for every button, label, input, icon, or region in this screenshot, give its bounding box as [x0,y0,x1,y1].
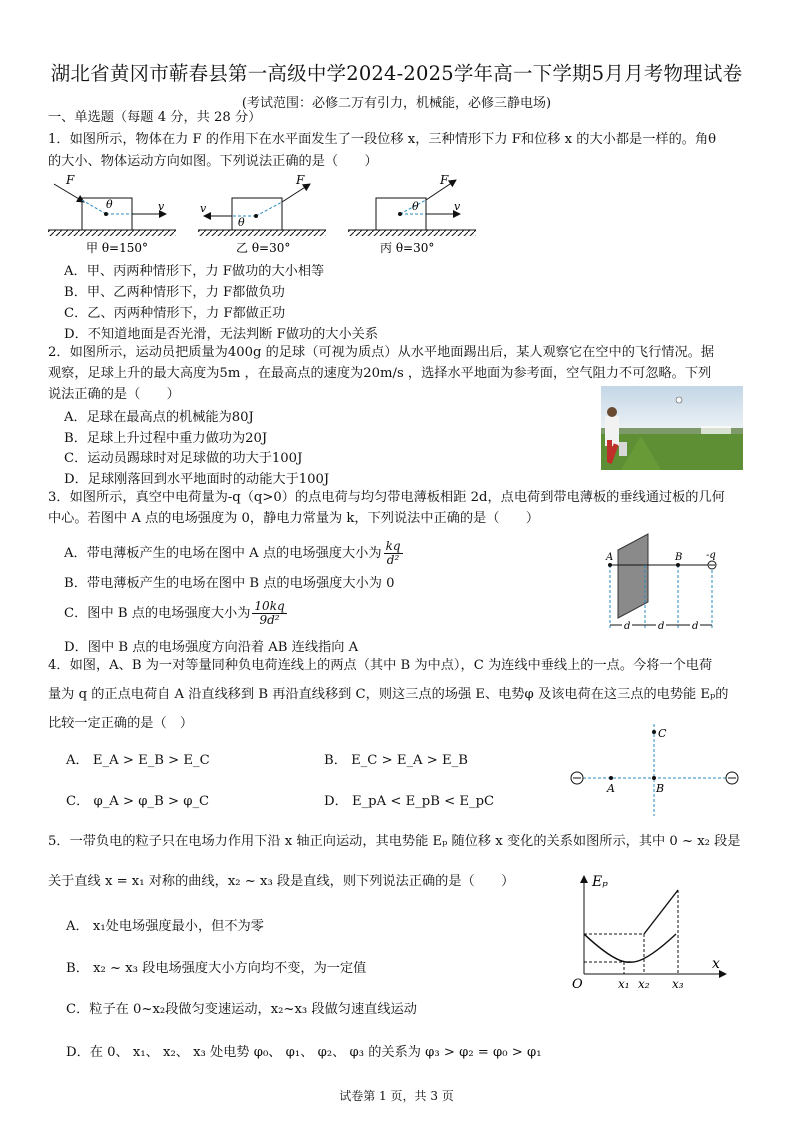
q5-stem-line2: 关于直线 x = x₁ 对称的曲线，x₂ ~ x₃ 段是直线，则下列说法正确的是（ ） [48,874,515,889]
q2-stem-line3: 说法正确的是（ ） [48,387,180,402]
frac-kq-d2: $\frac{kq}{\text{d²}}$ [385,539,401,567]
q4-stem-line1: 4．如图，A、B 为一对等量同种负电荷连线上的两点（其中 B 为中点），C 为连线中垂线上的一点。今将一个电荷 [48,658,713,673]
q4-figure [565,720,745,820]
svg-text:v: v [454,200,461,213]
svg-text:Eₚ: Eₚ [592,874,608,890]
q1-stem-line2: 的大小、物体运动方向如图。下列说法正确的是（ ） [48,154,378,169]
svg-text:B: B [656,782,665,795]
q3-stem-line1: 3．如图所示，真空中电荷量为-q（q>0）的点电荷与均匀带电薄板相距 2d，点电荷到带电薄板的垂线通过板的几何 [48,490,725,505]
q5-stem-line1: 5．一带负电的粒子只在电场力作用下沿 x 轴正向运动，其电势能 Eₚ 随位移 x 变化的关系如图所示，其中 0 ~ x₂ 段是 [48,834,741,849]
q1-figure [48,172,478,258]
section-heading: 一、单选题（每题 4 分，共 28 分） [48,110,262,125]
label-jia: 甲 θ=150° [86,241,148,255]
q2-option-c: C．运动员踢球时对足球做的功大于100J [64,451,303,466]
q1-stem-line1: 1．如图所示，物体在力 F 的作用下在水平面发生了一段位移 x，三种情形下力 F和位移 x 的大小都是一样的。角θ [48,132,717,147]
svg-text:x₃: x₃ [672,977,684,991]
q3-option-a: A．带电薄板产生的电场在图中 A 点的电场强度大小为 $\frac{kq}{\text{d²}}$ [64,539,401,567]
frac-10kq-9d2: $\frac{10kq}{\text{9d²}}$ [254,599,285,627]
q4-option-d: D． E_pA < E_pB < E_pC [324,794,495,809]
svg-text:v: v [200,202,207,215]
exam-title: 湖北省黄冈市蕲春县第一高级中学2024-2025学年高一下学期5月月考物理试卷 [50,62,743,85]
svg-text:B: B [675,552,683,563]
q5-option-b: B． x₂ ~ x₃ 段电场强度大小方向均不变，为一定值 [66,961,367,976]
q2-option-d: D．足球刚落回到水平地面时的动能大于100J [64,472,330,487]
q2-stem-line2: 观察，足球上升的最大高度为5m ，在最高点的速度为20m/s ，选择水平地面为参考面，空气阻力不可忽略。下列 [48,366,712,381]
page-footer: 试卷第 1 页，共 3 页 [339,1089,454,1103]
q4-option-a: A． E_A > E_B > E_C [66,753,210,768]
svg-text:d: d [658,621,665,632]
q3-option-d: D．图中 B 点的电场强度方向沿着 AB 连线指向 A [64,640,359,655]
q5-option-a: A． x₁处电场强度最小，但不为零 [66,919,264,934]
fig-bing [348,173,476,255]
svg-text:θ: θ [412,200,419,213]
svg-text:v: v [158,200,165,213]
q2-stem-line1: 2．如图所示，运动员把质量为400g 的足球（可视为质点）从水平地面踢出后，某人观察它在空中的飞行情况。据 [48,345,715,360]
q2-option-a: A．足球在最高点的机械能为80J [64,410,254,425]
q3-figure [600,520,730,640]
svg-text:F: F [440,173,449,187]
fig-yi [198,173,326,255]
svg-text:F: F [66,173,75,187]
q4-stem-line3: 比较一定正确的是（ ） [48,716,194,731]
q5-option-d: D．在 0、 x₁、 x₂、 x₃ 处电势 φ₀、 φ₁、 φ₂、 φ₃ 的关系为 φ₃ > φ₂ = φ₀ > φ₁ [66,1045,542,1060]
q1-option-b: B．甲、乙两种情形下，力 F都做负功 [64,285,285,300]
q4-option-b: B． E_C > E_A > E_B [324,753,468,768]
svg-text:d: d [624,621,631,632]
fig-jia [48,173,176,255]
svg-text:A: A [607,782,615,795]
svg-text:F: F [296,173,305,187]
exam-scope: (考试范围：必修二万有引力，机械能，必修三静电场) [241,96,552,111]
svg-text:θ: θ [106,198,113,211]
label-bing: 丙 θ=30° [380,241,435,255]
svg-text:d: d [692,621,699,632]
svg-text:x: x [712,956,720,972]
label-yi: 乙 θ=30° [236,241,291,255]
svg-text:C: C [658,727,667,740]
svg-text:θ: θ [238,216,245,229]
q5-option-c: C．粒子在 0~x₂段做匀变速运动，x₂~x₃ 段做匀速直线运动 [66,1002,417,1017]
q1-option-d: D．不知道地面是否光滑，无法判断 F做功的大小关系 [64,327,379,342]
q4-option-c: C． φ_A > φ_B > φ_C [66,794,210,809]
q2-option-b: B．足球上升过程中重力做功为20J [64,431,268,446]
svg-text:x₁: x₁ [618,977,630,991]
q3-option-b: B．带电薄板产生的电场在图中 B 点的电场强度大小为 0 [64,576,395,591]
svg-text:O: O [572,977,583,992]
svg-text:-q: -q [706,550,716,561]
q4-stem-line2: 量为 q 的正点电荷自 A 沿直线移到 B 再沿直线移到 C，则这三点的场强 E、电势φ 及该电荷在这三点的电势能 Eₚ的 [48,687,729,702]
q3-option-c: C．图中 B 点的电场强度大小为 $\frac{10kq}{\text{9d²}}$ [64,599,285,627]
q3-stem-line2: 中心。若图中 A 点的电场强度为 0，静电力常量为 k，下列说法中正确的是（ ） [48,511,540,526]
svg-text:A: A [606,552,614,563]
football-photo [601,386,743,470]
svg-text:x₂: x₂ [638,977,650,991]
q1-option-c: C．乙、丙两种情形下，力 F都做正功 [64,306,286,321]
q1-option-a: A．甲、丙两种情形下，力 F做功的大小相等 [64,264,325,279]
q5-graph [568,866,736,992]
